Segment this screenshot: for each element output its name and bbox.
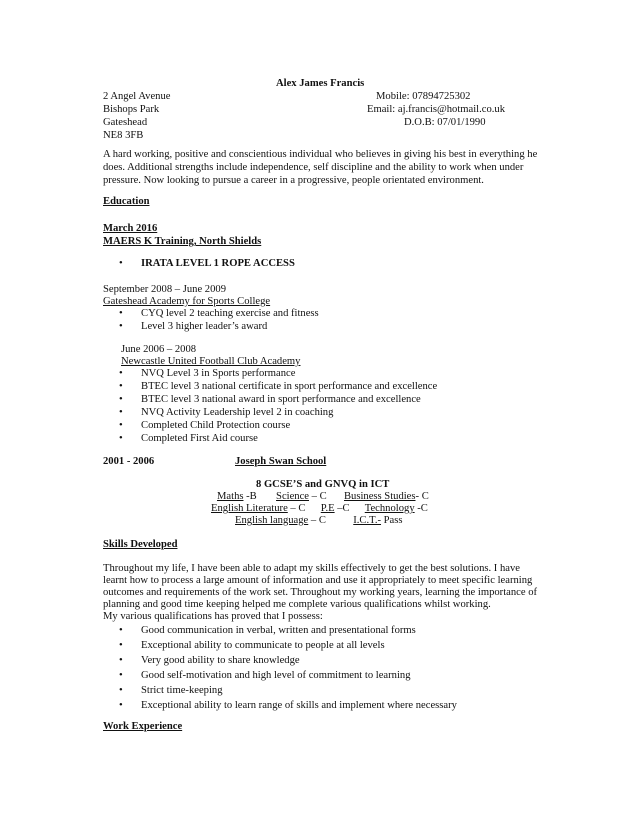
newcastle-date: June 2006 – 2008 — [121, 344, 197, 355]
education-heading: Education — [103, 196, 150, 207]
skills-line-3: outcomes and requirements of the work set. Throughout my working years, learning the importance of — [103, 587, 538, 598]
bullet — [119, 639, 127, 652]
gateshead-item-1: CYQ level 2 teaching exercise and fitness — [141, 308, 319, 319]
gateshead-item-2: Level 3 higher leader’s award — [141, 321, 268, 332]
address-postcode: NE8 3FB — [103, 130, 144, 141]
bullet — [119, 432, 127, 445]
maersk-date: March 2016 — [103, 223, 158, 234]
bullet — [119, 380, 127, 393]
grades-row-3 — [235, 514, 403, 527]
grade-science: – C — [309, 491, 327, 502]
profile-line-1: A hard working, positive and conscientious individual who believes in giving his best in everything he — [103, 149, 538, 160]
profile-line-3: pressure. Now looking to pursue a career in a progressive, people orientated environment. — [103, 175, 484, 186]
grade-english-language: – C — [308, 515, 326, 526]
gateshead-date: September 2008 – June 2009 — [103, 284, 226, 295]
subject-maths: Maths — [217, 491, 244, 502]
subject-business-studies: Business Studies — [343, 491, 416, 502]
gateshead-title: Gateshead Academy for Sports College — [103, 296, 271, 307]
bullet — [119, 320, 127, 333]
newcastle-item-5: Completed Child Protection course — [141, 420, 291, 431]
bullet — [119, 684, 127, 697]
skill-item-3: Very good ability to share knowledge — [141, 655, 300, 666]
subject-pe: P.E — [320, 503, 335, 514]
work-experience-heading: Work Experience — [103, 721, 183, 732]
newcastle-item-2: BTEC level 3 national certificate in sport performance and excellence — [141, 381, 438, 392]
bullet — [119, 393, 127, 406]
bullet — [119, 406, 127, 419]
newcastle-item-4: NVQ Activity Leadership level 2 in coaching — [141, 407, 334, 418]
grade-ict: Pass — [381, 515, 403, 526]
skill-item-6: Exceptional ability to learn range of skills and implement where necessary — [141, 700, 457, 711]
bullet — [119, 699, 127, 712]
date-of-birth: D.O.B: 07/01/1990 — [404, 117, 486, 128]
grade-pe: –C — [334, 503, 350, 514]
address-line-2: Bishops Park — [103, 104, 160, 115]
bullet — [119, 307, 127, 320]
bullet — [119, 654, 127, 667]
newcastle-item-6: Completed First Aid course — [141, 433, 258, 444]
bullet — [119, 624, 127, 637]
newcastle-item-1: NVQ Level 3 in Sports performance — [141, 368, 296, 379]
skills-intro: My various qualifications has proved that I possess: — [103, 611, 323, 622]
bullet — [119, 257, 127, 270]
skills-line-1: Throughout my life, I have been able to adapt my skills effectively to get the best solutions. I have — [103, 563, 520, 574]
school-name: Joseph Swan School — [235, 456, 327, 467]
grade-technology: -C — [414, 503, 428, 514]
skill-item-1: Good communication in verbal, written and presentational forms — [141, 625, 416, 636]
mobile-number: Mobile: 07894725302 — [376, 91, 471, 102]
grade-business-studies: - C — [415, 491, 429, 502]
address-line-3: Gateshead — [103, 117, 148, 128]
skills-line-4: planning and good time keeping helped me complete various qualifications whilst working. — [103, 599, 491, 610]
skill-item-4: Good self-motivation and high level of commitment to learning — [141, 670, 411, 681]
email-address: Email: aj.francis@hotmail.co.uk — [367, 104, 506, 115]
address-line-1: 2 Angel Avenue — [103, 91, 171, 102]
bullet — [119, 669, 127, 682]
grade-english-literature: – C — [287, 503, 306, 514]
skills-heading: Skills Developed — [103, 539, 178, 550]
subject-english-literature: English Literature — [211, 503, 288, 514]
newcastle-title: Newcastle United Football Club Academy — [121, 356, 301, 367]
maersk-title: MAERS K Training, North Shields — [103, 236, 262, 247]
subject-technology: Technology — [364, 503, 415, 514]
subject-science: Science — [276, 491, 309, 502]
skill-item-2: Exceptional ability to communicate to people at all levels — [141, 640, 385, 651]
bullet — [119, 367, 127, 380]
school-years: 2001 - 2006 — [103, 456, 155, 467]
gcse-heading: 8 GCSE’S and GNVQ in ICT — [256, 479, 390, 490]
skills-line-2: learnt how to process a large amount of information and use it appropriately to meet specific learning — [103, 575, 533, 586]
skill-item-5: Strict time-keeping — [141, 685, 223, 696]
grade-maths: -B — [243, 491, 257, 502]
bullet — [119, 419, 127, 432]
profile-line-2: does. Additional strengths include independence, self discipline and the ability to work when under — [103, 162, 524, 173]
newcastle-item-3: BTEC level 3 national award in sport performance and excellence — [141, 394, 421, 405]
subject-ict: I.C.T.- — [353, 515, 382, 526]
cv-name: Alex James Francis — [276, 78, 365, 89]
maersk-course: IRATA LEVEL 1 ROPE ACCESS — [141, 258, 295, 269]
subject-english-language: English language — [235, 515, 309, 526]
